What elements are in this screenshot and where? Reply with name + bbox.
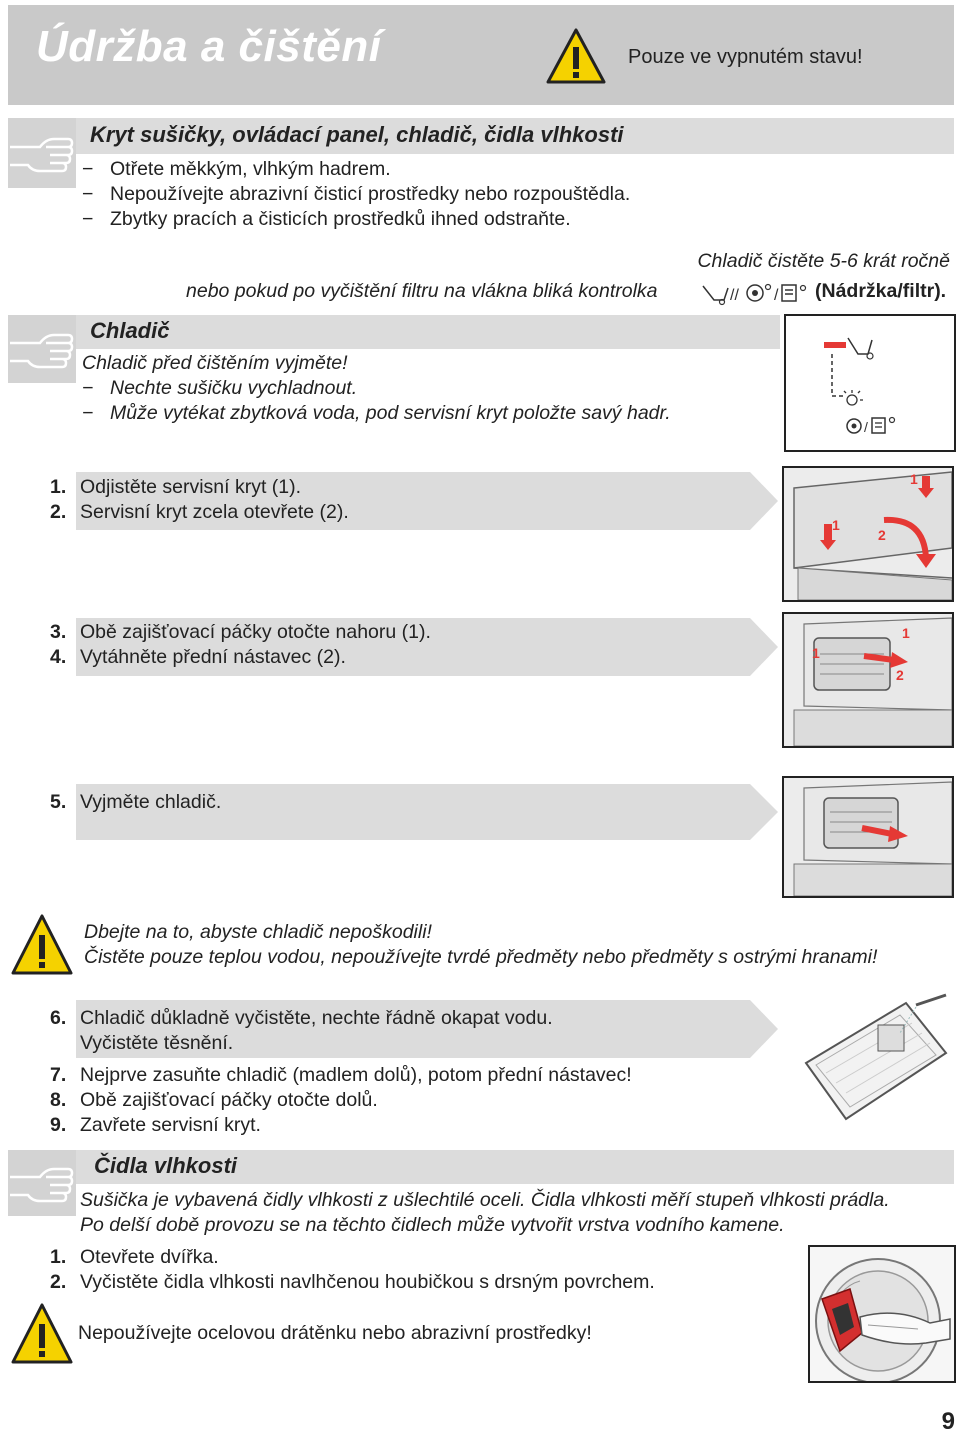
cooler-note-line1: Chladič čistěte 5-6 krát ročně xyxy=(697,250,950,272)
step-item: 9. Zavřete servisní kryt. xyxy=(50,1114,261,1136)
service-cover-illustration xyxy=(782,466,954,602)
page-title: Údržba a čištění xyxy=(36,22,382,71)
section-intro: Chladič před čištěním vyjměte! xyxy=(82,352,348,374)
cooler-note-bold: (Nádržka/filtr). xyxy=(815,280,947,302)
step-band-arrow xyxy=(750,472,778,530)
step-band-arrow xyxy=(750,784,778,840)
step-band-arrow xyxy=(750,618,778,676)
section-title: Chladič xyxy=(90,318,170,343)
list-item: − Nepoužívejte abrazivní čisticí prostředky nebo rozpouštědla. xyxy=(82,183,631,205)
indicator-illustration xyxy=(784,314,956,452)
step-item: 8. Obě zajišťovací páčky otočte dolů. xyxy=(50,1089,378,1111)
section-band xyxy=(76,315,780,349)
moisture-sensors-illustration xyxy=(808,1245,956,1383)
list-item: − Nechte sušičku vychladnout. xyxy=(82,377,358,399)
warning-text: Dbejte na to, abyste chladič nepoškodili! xyxy=(84,921,432,943)
hand-pointer-icon xyxy=(6,321,76,377)
callout-number: 1 xyxy=(832,517,840,533)
levers-illustration xyxy=(782,612,954,748)
step-item: 7. Nejprve zasuňte chladič (madlem dolů), potom přední nástavec! xyxy=(50,1064,632,1086)
warning-icon xyxy=(545,27,607,85)
step-item: Vyčistěte těsnění. xyxy=(80,1032,234,1054)
list-item: − Může vytékat zbytková voda, pod servisní kryt položte savý hadr. xyxy=(82,402,671,424)
svg-text://: // xyxy=(730,287,739,304)
callout-number: 1 xyxy=(902,625,910,641)
hand-pointer-icon xyxy=(6,1155,76,1211)
step-item: 5. Vyjměte chladič. xyxy=(50,791,222,813)
warning-text: Čistěte pouze teplou vodou, nepoužívejte tvrdé předměty nebo předměty s ostrými hranami! xyxy=(84,946,878,968)
svg-text:/: / xyxy=(774,287,779,304)
indicator-symbols-icon xyxy=(700,280,810,306)
warning-icon xyxy=(10,913,74,977)
step-item: 4. Vytáhněte přední nástavec (2). xyxy=(50,646,346,668)
list-item: − Zbytky pracích a čisticích prostředků ihned odstraňte. xyxy=(82,208,571,230)
header-warning-text: Pouze ve vypnutém stavu! xyxy=(628,46,863,68)
section-intro: Po delší době provozu se na těchto čidlech může vytvořit vrstva vodního kamene. xyxy=(80,1214,785,1236)
warning-icon xyxy=(10,1302,74,1366)
step-item: 1. Otevřete dvířka. xyxy=(50,1246,219,1268)
warning-text: Nepoužívejte ocelovou drátěnku nebo abrazivní prostředky! xyxy=(78,1322,592,1344)
remove-cooler-illustration xyxy=(782,776,954,898)
callout-number: 1 xyxy=(910,471,918,487)
step-band-arrow xyxy=(750,1000,778,1058)
list-item: − Otřete měkkým, vlhkým hadrem. xyxy=(82,158,391,180)
section-title: Čidla vlhkosti xyxy=(94,1153,238,1178)
rinse-cooler-illustration xyxy=(796,993,952,1123)
page-number: 9 xyxy=(941,1408,955,1435)
step-item: 1. Odjistěte servisní kryt (1). xyxy=(50,476,302,498)
callout-number: 2 xyxy=(896,667,904,683)
section-title: Kryt sušičky, ovládací panel, chladič, čidla vlhkosti xyxy=(90,122,624,147)
step-item: 2. Vyčistěte čidla vlhkosti navlhčenou houbičkou s drsným povrchem. xyxy=(50,1271,655,1293)
svg-text:/: / xyxy=(864,419,868,435)
step-item: 6. Chladič důkladně vyčistěte, nechte řádně okapat vodu. xyxy=(50,1007,553,1029)
callout-number: 1 xyxy=(812,645,820,661)
hand-pointer-icon xyxy=(6,125,76,181)
step-item: 2. Servisní kryt zcela otevřete (2). xyxy=(50,501,349,523)
cooler-note-line2: nebo pokud po vyčištění filtru na vlákna bliká kontrolka xyxy=(186,280,658,302)
step-item: 3. Obě zajišťovací páčky otočte nahoru (1). xyxy=(50,621,431,643)
section-intro: Sušička je vybavená čidly vlhkosti z ušlechtilé oceli. Čidla vlhkosti měří stupeň vlhkosti prádla. xyxy=(80,1189,890,1211)
callout-number: 2 xyxy=(878,527,886,543)
